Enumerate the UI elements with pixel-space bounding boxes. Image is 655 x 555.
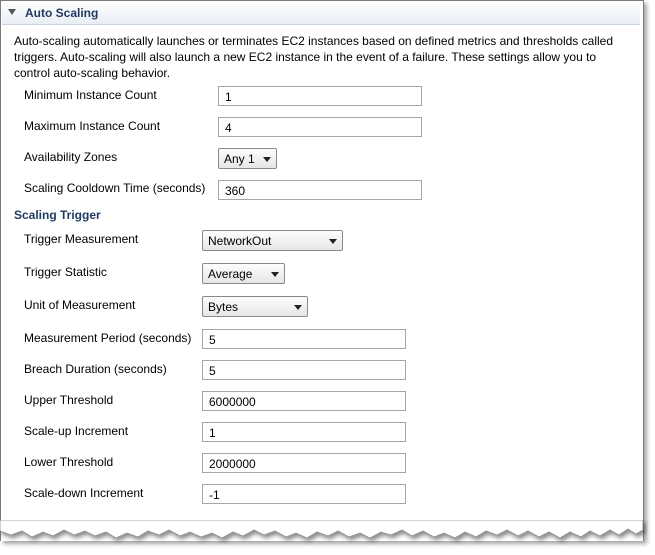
chevron-down-icon (263, 157, 271, 162)
scaling-trigger-title: Scaling Trigger (14, 208, 101, 222)
auto-scaling-description: Auto-scaling automatically launches or terminates EC2 instances based on defined metrics and thresholds called triggers. Auto-scaling will also launch a new EC2 instance in the event of a failure. These settings allow you to control auto-scaling behavior. (14, 34, 613, 80)
trigger-statistic-label: Trigger Statistic (24, 265, 107, 279)
cooldown-time-input[interactable]: 360 (218, 180, 422, 200)
unit-of-measurement-value: Bytes (208, 300, 239, 314)
scale-up-increment-input[interactable]: 1 (202, 422, 406, 442)
upper-threshold-label: Upper Threshold (24, 393, 114, 407)
torn-edge-decoration (0, 520, 655, 555)
max-instance-count-input[interactable]: 4 (218, 117, 422, 137)
measurement-period-input[interactable]: 5 (202, 329, 406, 349)
availability-zones-value: Any 1 (224, 152, 255, 166)
trigger-statistic-value: Average (208, 267, 253, 281)
lower-threshold-input[interactable]: 2000000 (202, 453, 406, 473)
auto-scaling-title: Auto Scaling (25, 6, 99, 20)
availability-zones-select[interactable] (218, 148, 277, 169)
trigger-statistic-select[interactable] (202, 263, 285, 284)
auto-scaling-section-header[interactable] (2, 2, 640, 25)
collapse-triangle-icon[interactable] (8, 9, 16, 15)
breach-duration-input[interactable]: 5 (202, 360, 406, 380)
chevron-down-icon (271, 272, 279, 277)
chevron-down-icon (294, 305, 302, 310)
cooldown-time-label: Scaling Cooldown Time (seconds) (24, 181, 206, 195)
upper-threshold-input[interactable]: 6000000 (202, 391, 406, 411)
min-instance-count-input[interactable]: 1 (218, 86, 422, 106)
scale-up-increment-label: Scale-up Increment (24, 424, 129, 438)
min-instance-count-label: Minimum Instance Count (24, 88, 157, 102)
max-instance-count-label: Maximum Instance Count (24, 119, 161, 133)
scale-down-increment-label: Scale-down Increment (24, 486, 144, 500)
scale-down-increment-input[interactable]: -1 (202, 484, 406, 504)
unit-of-measurement-label: Unit of Measurement (24, 298, 136, 312)
trigger-measurement-label: Trigger Measurement (24, 232, 139, 246)
unit-of-measurement-select[interactable] (202, 296, 308, 317)
trigger-measurement-select[interactable] (202, 230, 343, 251)
lower-threshold-label: Lower Threshold (24, 455, 114, 469)
measurement-period-label: Measurement Period (seconds) (24, 331, 192, 345)
chevron-down-icon (329, 239, 337, 244)
trigger-measurement-value: NetworkOut (208, 234, 272, 248)
availability-zones-label: Availability Zones (24, 150, 118, 164)
breach-duration-label: Breach Duration (seconds) (24, 362, 167, 376)
